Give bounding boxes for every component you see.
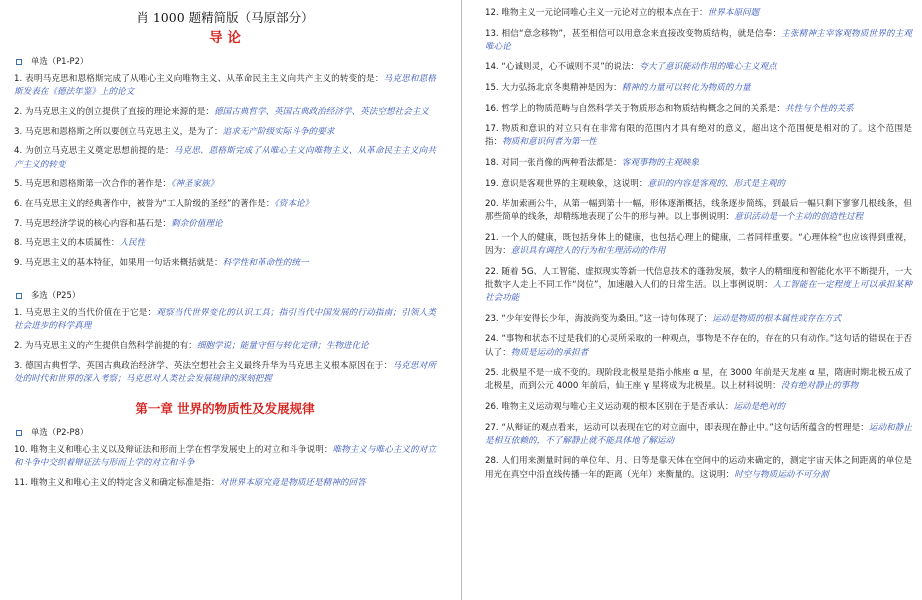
question-text: 1. 表明马克思和恩格斯完成了从唯心主义向唯物主义、从革命民主主义向共产主义的转变的是： [14, 74, 384, 84]
question-text: 25. 北极星不是一成不变的。现阶段北极星是指小熊座 α 星，在 3000 年前是天龙座 α 星，隋唐时期北极五成了北极星，而到公元 4000 年前后，仙王座 γ 星将成为北极星。以上材料说明： [485, 368, 912, 392]
question-item [14, 257, 436, 270]
section-header-single-choice [16, 55, 436, 68]
answer-text: 客观事物的主观映象 [621, 157, 700, 168]
question-item [485, 422, 912, 448]
question-item [14, 106, 436, 119]
question-item [14, 307, 436, 333]
question-item [14, 340, 436, 353]
answer-text: 运动是绝对的 [733, 401, 786, 412]
question-text: 11. 唯物主义和唯心主义的特定含义和确定标准是指： [14, 478, 220, 489]
right-column [463, 0, 922, 600]
question-item [485, 313, 912, 326]
question-text: 8. 马克思主义的本质属性： [14, 238, 120, 249]
answer-text: 《资本论》 [274, 198, 314, 209]
question-text: 19. 意识是客观世界的主观映象，这说明： [485, 178, 648, 189]
checkbox-square-icon [16, 293, 22, 299]
question-text: 28. 人们用来测量时间的单位年、月、日等是靠天体在空间中的运动来确定的，测定宇宙天体之间距离的单位是用光在真空中沿直线传播一年的距离（光年）来衡量的。这说明： [485, 456, 912, 480]
question-item [485, 157, 912, 170]
answer-text: 意识具有调控人的行为和生理活动的作用 [510, 246, 666, 257]
section-label: 单选（P1-P2） [31, 56, 89, 66]
question-text: 17. 物质和意识的对立只有在非常有限的范围内才具有绝对的意义，超出这个范围便是相对的了。这个范围是指： [485, 124, 912, 148]
question-text: 6. 在马克思主义的经典著作中，被誉为“工人阶级的圣经”的著作是： [14, 198, 275, 209]
answer-text: 马克思对所处的时代和世界的深入考察；马克思对人类社会发展规律的深刻把握 [14, 360, 436, 385]
checkbox-square-icon [16, 430, 22, 436]
question-text: 23. “少年安得长少年，海波尚变为桑田。”这一诗句体现了： [485, 313, 713, 324]
answer-text: 观察当代世界变化的认识工具；指引当代中国发展的行动指南；引领人类社会进步的科学真理 [14, 308, 436, 332]
answer-text: 马克思、恩格斯完成了从唯心主义向唯物主义、从革命民主主义向共产主义的转变 [14, 146, 436, 170]
answer-text: 人工智能在一定程度上可以承担某种社会功能 [485, 279, 912, 304]
answer-text: 《神圣家族》 [171, 179, 219, 190]
question-text: 22. 随着 5G、人工智能、虚拟现实等新一代信息技术的蓬勃发展，数字人的精细度和智能化水平不断提升，一大批数字人走上不同工作“岗位”，加速融入人们的日常生活。以上事例说明： [485, 266, 912, 290]
answer-text: 马克思和恩格斯发表在《德法年鉴》上的论文 [14, 74, 436, 98]
question-text: 20. 毕加索画公牛，从第一幅到第十一幅，形体逐渐概括，线条逐步简练，到最后一幅只剩下寥寥几根线条，但那些简单的线条，却精练地表现了公牛的形与神。以上事例说明： [485, 199, 912, 223]
question-item [14, 73, 436, 99]
answer-text: 意识的内容是客观的、形式是主观的 [647, 178, 786, 189]
section-header-multiple-choice [16, 289, 436, 302]
answer-text: 德国古典哲学、英国古典政治经济学、英法空想社会主义 [214, 106, 429, 117]
answer-text: 意识活动是一个主动的创造性过程 [734, 212, 864, 223]
question-list-intro-single [14, 73, 436, 270]
question-text: 24. “事物和状态不过是我们的心灵所采取的一种观点，事物是不存在的，存在的只有动作。”这句话的错误在于否认了： [485, 334, 912, 358]
question-text: 21. 一个人的健康，既包括身体上的健康，也包括心理上的健康，二者同样重要。“心理体检”也应该得到重视，因为： [485, 232, 912, 257]
answer-text: 时空与物质运动不可分割 [734, 469, 829, 480]
checkbox-square-icon [16, 59, 22, 65]
question-text: 27. “从辩证的观点看来，运动可以表现在它的对立面中，即表现在静止中。”这句话所蕴含的哲理是： [485, 422, 869, 433]
question-item [14, 218, 436, 231]
answer-text: 夸大了意识能动作用的唯心主义观点 [639, 62, 777, 73]
question-item [14, 145, 436, 171]
question-text: 10. 唯物主义和唯心主义以及辩证法和形而上学在哲学发展史上的对立和斗争说明： [14, 445, 333, 456]
question-item [485, 123, 912, 149]
column-divider [461, 0, 462, 600]
question-text: 13. 相信“意念移物”，甚至相信可以用意念来直接改变物质结构，就是信奉： [485, 28, 782, 39]
question-text: 4. 为创立马克思主义奠定思想前提的是： [14, 146, 174, 157]
question-item [485, 178, 912, 191]
answer-text: 共性与个性的关系 [785, 103, 854, 114]
answer-text: 主张精神主宰客观物质世界的主观唯心论 [485, 28, 912, 52]
question-text: 3. 马克思和恩格斯之所以要创立马克思主义，是为了： [14, 126, 223, 137]
question-item [14, 126, 436, 139]
question-text: 18. 对同一张肖像的两种看法都是： [485, 157, 622, 168]
section-header-chapter-single [16, 426, 436, 439]
question-item [485, 61, 912, 74]
answer-text: 运动是物质的根本属性或存在方式 [712, 313, 842, 324]
question-item [485, 232, 912, 258]
question-item [485, 333, 912, 359]
question-item [14, 237, 436, 250]
question-text: 3. 德国古典哲学、英国古典政治经济学、英法空想社会主义最终升华为马克思主义根本原因在于： [14, 360, 393, 371]
question-list-chapter1-left [14, 444, 436, 490]
question-text: 1. 马克思主义的当代价值在于它是： [14, 308, 157, 319]
question-item [485, 103, 912, 116]
chapter-heading: 第一章 世界的物质性及发展规律 [135, 401, 315, 417]
question-item [485, 198, 912, 224]
question-text: 9. 马克思主义的基本特征，如果用一句话来概括就是： [14, 258, 223, 269]
answer-text: 精神的力量可以转化为物质的力量 [621, 82, 751, 93]
answer-text: 追求无产阶级实际斗争的要求 [222, 126, 335, 137]
answer-text: 唯物主义与唯心主义的对立和斗争中交织着辩证法与形而上学的对立和斗争 [14, 445, 436, 469]
answer-text: 对世界本原究竟是物质还是精神的回答 [219, 478, 366, 489]
section-label: 多选（P25） [31, 290, 81, 301]
answer-text: 没有绝对静止的事物 [780, 381, 859, 392]
question-item [485, 82, 912, 95]
question-text: 26. 唯物主义运动观与唯心主义运动观的根本区别在于是否承认： [485, 401, 734, 412]
question-text: 5. 马克思和恩格斯第一次合作的著作是： [14, 179, 172, 190]
question-item [14, 178, 436, 191]
question-item [485, 367, 912, 393]
question-item [14, 444, 436, 470]
question-list-chapter1-right [485, 7, 912, 482]
question-text: 16. 哲学上的物质范畴与自然科学关于物质形态和物质结构概念之间的关系是： [485, 103, 785, 114]
question-text: 2. 为马克思主义的产生提供自然科学前提的有： [14, 341, 197, 352]
question-text: 15. 大力弘扬北京冬奥精神是因为： [485, 82, 622, 93]
answer-text: 物质是运动的承担者 [510, 347, 589, 358]
document-title: 肖 1000 题精简版（马原部分） [136, 10, 314, 25]
question-text: 2. 为马克思主义的创立提供了直接的理论来源的是： [14, 106, 214, 117]
question-item [14, 198, 436, 211]
question-item [14, 477, 436, 490]
answer-text: 细胞学说；能量守恒与转化定律；生物进化论 [196, 341, 369, 352]
answer-text: 世界本原问题 [707, 8, 760, 18]
answer-text: 剩余价值理论 [171, 218, 223, 229]
question-item [485, 28, 912, 54]
answer-text: 人民性 [119, 238, 146, 249]
question-item [485, 266, 912, 306]
question-text: 12. 唯物主义一元论同唯心主义一元论对立的根本点在于： [485, 8, 708, 18]
question-text: 14. “心诚则灵，心不诚则不灵”的说法： [485, 62, 640, 73]
question-item [485, 401, 912, 414]
question-item [14, 360, 436, 386]
question-item [485, 455, 912, 481]
question-list-intro-multi [14, 307, 436, 386]
answer-text: 物质和意识何者为第一性 [502, 137, 597, 148]
answer-text: 科学性和革命性的统一 [222, 258, 309, 269]
question-item [485, 7, 912, 20]
section-label: 单选（P2-P8） [31, 427, 89, 438]
question-text: 7. 马克思经济学说的核心内容和基石是： [14, 218, 172, 229]
answer-text: 运动和静止是相互依赖的，不了解静止就不能具体地了解运动 [485, 422, 912, 446]
intro-heading: 导 论 [209, 30, 241, 46]
